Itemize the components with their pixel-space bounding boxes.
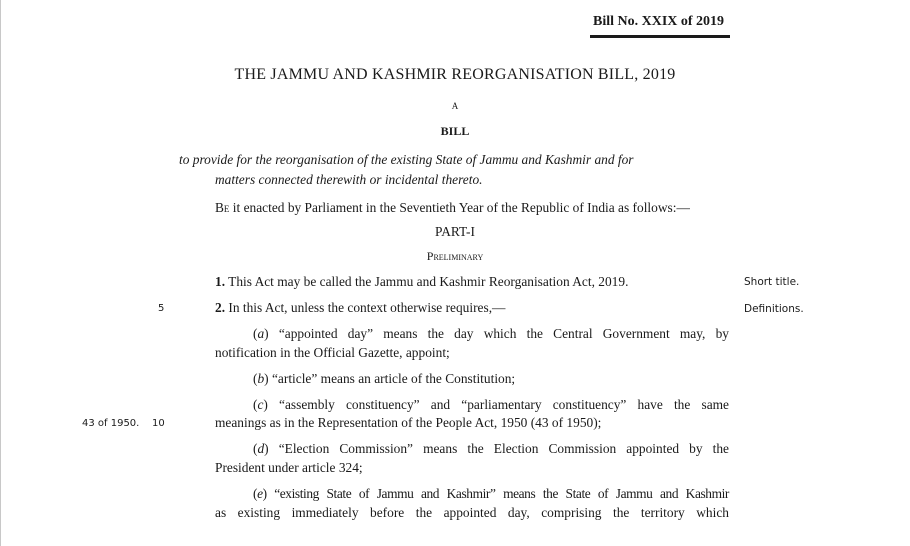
part-subheading: Preliminary: [426, 249, 484, 263]
enacting-lead: Be: [215, 200, 230, 215]
purpose-line-2: matters connected therewith or incidental thereto.: [215, 172, 483, 187]
bill-number: Bill No. XXIX of 2019: [593, 14, 725, 29]
clause-c-line-1: (c) “assembly constituency” and “parliamentary constituency” have the same: [253, 397, 729, 412]
section-2: 2. In this Act, unless the context otherwise requires,—: [215, 300, 506, 315]
enacting-formula: [215, 200, 690, 216]
bill-number-underline: [590, 35, 730, 38]
line-number-5: 5: [158, 303, 165, 314]
article-a: A: [451, 101, 459, 111]
clause-d-line-2: President under article 324;: [215, 460, 363, 475]
line-number-10: 10: [152, 418, 165, 429]
clause-e-line-1: (e) “existing State of Jammu and Kashmir” means the State of Jammu and Kashmir: [253, 486, 729, 501]
margin-ref-43-of-1950: 43 of 1950.: [82, 418, 140, 429]
margin-definitions: Definitions.: [744, 303, 804, 315]
enacting-text: it enacted by Parliament in the Seventieth Year of the Republic of India as follows:—: [232, 200, 690, 215]
clause-a-line-1: (a) “appointed day” means the day which the Central Government may, by: [253, 326, 729, 341]
section-1: 1. This Act may be called the Jammu and Kashmir Reorganisation Act, 2019.: [215, 274, 629, 289]
clause-d-line-1: (d) “Election Commission” means the Election Commission appointed by the: [253, 441, 729, 456]
bill-label: BILL: [440, 124, 470, 138]
clause-b-line-1: (b) “article” means an article of the Constitution;: [253, 371, 516, 386]
clause-a-line-2: notification in the Official Gazette, appoint;: [215, 345, 450, 360]
purpose-line-1: to provide for the reorganisation of the existing State of Jammu and Kashmir and for: [179, 152, 634, 167]
margin-short-title: Short title.: [744, 276, 800, 288]
bill-title: THE JAMMU AND KASHMIR REORGANISATION BILL, 2019: [234, 66, 676, 83]
clause-c-line-2: meanings as in the Representation of the People Act, 1950 (43 of 1950);: [215, 415, 602, 430]
clause-e-line-2: as existing immediately before the appointed day, comprising the territory which: [215, 505, 729, 520]
part-heading: PART-I: [435, 224, 475, 239]
